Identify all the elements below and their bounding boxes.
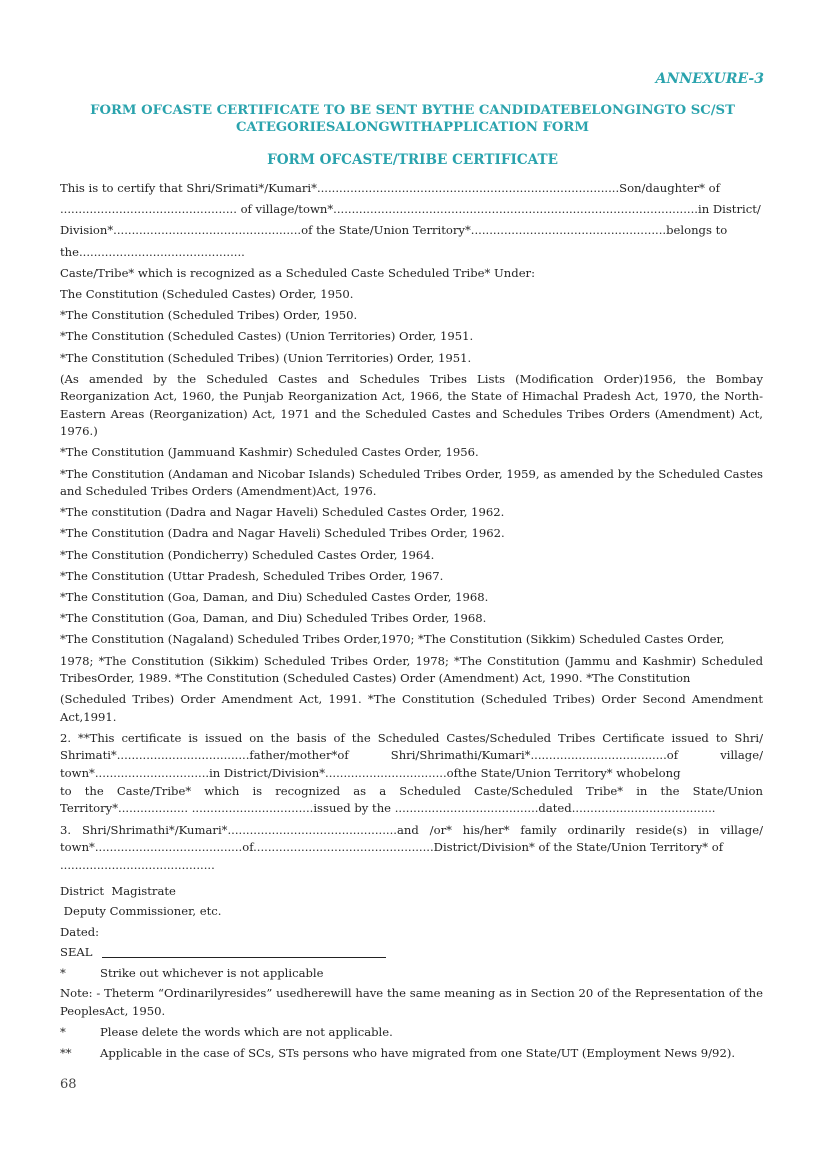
footnote-mark: ** — [60, 1046, 72, 1061]
form-subtitle: FORM OFCASTE/TRIBE CERTIFICATE — [267, 152, 558, 168]
paragraph: *The Constitution (Scheduled Castes) (Union Territories) Order, 1951. — [60, 329, 474, 344]
paragraph: *The Constitution (Jammuand Kashmir) Scheduled Castes Order, 1956. — [60, 445, 479, 460]
form-title-line-1: FORM OFCASTE CERTIFICATE TO BE SENT BYTHE CANDIDATEBELONGINGTO SC/ST — [90, 103, 735, 118]
footnote — [60, 1024, 763, 1042]
signature-dated: Dated: — [60, 924, 100, 939]
paragraph: 1978; *The Constitution (Sikkim) Scheduled Tribes Order, 1978; *The Constitution (Jammu and Kashmir) Scheduled TribesOrder, 1989. *The Constitution (Scheduled Castes) Order (Amendment) Act, 1990. *The Constitution — [60, 653, 763, 686]
footnote — [60, 965, 763, 983]
paragraph: *The Constitution (Nagaland) Scheduled Tribes Order,1970; *The Constitution (Sikkim) Scheduled Castes Order, — [60, 632, 725, 647]
form-title — [60, 102, 765, 136]
paragraph: Division*...................................................of the State/Union Territory*.....................................................belongs to — [60, 223, 728, 238]
footnote-mark: * — [60, 1024, 66, 1039]
seal-signature-line — [102, 957, 386, 958]
footnote-text: Applicable in the case of SCs, STs persons who have migrated from one State/UT (Employment News 9/92). — [100, 1046, 736, 1061]
certificate-body — [60, 180, 763, 1063]
paragraph: *The Constitution (Uttar Pradesh, Scheduled Tribes Order, 1967. — [60, 568, 444, 583]
paragraph: *The Constitution (Scheduled Tribes) (Union Territories) Order, 1951. — [60, 350, 472, 365]
paragraph: ................................................ of village/town*...................................................................................................in District/ — [60, 202, 761, 217]
paragraph: *The Constitution (Pondicherry) Scheduled Castes Order, 1964. — [60, 547, 435, 562]
footnote-text: Strike out whichever is not applicable — [100, 965, 324, 980]
paragraph: *The Constitution (Goa, Daman, and Diu) Scheduled Tribes Order, 1968. — [60, 611, 487, 626]
paragraph: to the Caste/Tribe* which is recognized as a Scheduled Caste/Scheduled Tribe* in the State/Union Territory*................... .................................issued by the .......................................dated....................................... — [60, 783, 763, 816]
paragraph: This is to certify that Shri/Srimati*/Kumari*..................................................................................Son/daughter* of — [60, 181, 720, 195]
paragraph: 3. Shri/Shrimathi*/Kumari*..............................................and /or* his/her* family ordinarily reside(s) in village/ town*........................................of.................................................District/Division* of the State/Union Territory* of — [60, 822, 763, 855]
paragraph: The Constitution (Scheduled Castes) Order, 1950. — [60, 286, 354, 301]
signature-district-magistrate: District Magistrate — [60, 883, 176, 898]
paragraph: (Scheduled Tribes) Order Amendment Act, 1991. *The Constitution (Scheduled Tribes) Order Second Amendment Act,1991. — [60, 692, 763, 724]
paragraph: *The Constitution (Scheduled Tribes) Order, 1950. — [60, 308, 358, 323]
note-paragraph: Note: - Theterm “Ordinarilyresides” usedherewill have the same meaning as in Section 20 of the Representation of the PeoplesAct, 1950. — [60, 986, 763, 1018]
paragraph: 2. **This certificate is issued on the basis of the Scheduled Castes/Scheduled Tribes Certificate issued to Shri/ Shrimati*....................................father/mother*of Shri/Shrimathi/Kumari*.....................................of village/ town*...............................in District/Division*.................................ofthe State/Union Territory* whobelong — [60, 730, 763, 780]
paragraph: *The Constitution (Dadra and Nagar Haveli) Scheduled Tribes Order, 1962. — [60, 526, 505, 541]
paragraph: .......................................... — [60, 858, 215, 873]
paragraph: *The constitution (Dadra and Nagar Haveli) Scheduled Castes Order, 1962. — [60, 505, 505, 520]
footnote-mark: * — [60, 965, 66, 980]
footnote-text: Please delete the words which are not applicable. — [100, 1024, 393, 1039]
paragraph: *The Constitution (Goa, Daman, and Diu) Scheduled Castes Order, 1968. — [60, 590, 489, 604]
seal-row — [60, 944, 763, 962]
form-title-line-2: CATEGORIESALONGWITHAPPLICATION FORM — [236, 120, 589, 135]
seal-label: SEAL — [60, 945, 93, 960]
footnote — [60, 1045, 763, 1063]
signature-deputy-commissioner: Deputy Commissioner, etc. — [60, 904, 222, 919]
paragraph: the............................................. — [60, 244, 245, 259]
page-number: 68 — [60, 1077, 77, 1092]
annexure-label: ANNEXURE-3 — [655, 71, 764, 87]
paragraph: Caste/Tribe* which is recognized as a Scheduled Caste Scheduled Tribe* Under: — [60, 265, 535, 280]
signature-block — [60, 883, 763, 962]
paragraph: (As amended by the Scheduled Castes and Schedules Tribes Lists (Modification Order)1956, the Bombay Reorganization Act, 1960, the Punjab Reorganization Act, 1966, the State of Himachal Pradesh Act, 1970, the North-Eastern Areas (Reorganization) Act, 1971 and the Scheduled Castes and Schedules Tribes Orders (Amendment) Act, 1976.) — [60, 371, 763, 439]
paragraph: *The Constitution (Andaman and Nicobar Islands) Scheduled Tribes Order, 1959, as amended by the Scheduled Castes and Scheduled Tribes Orders (Amendment)Act, 1976. — [60, 466, 763, 499]
